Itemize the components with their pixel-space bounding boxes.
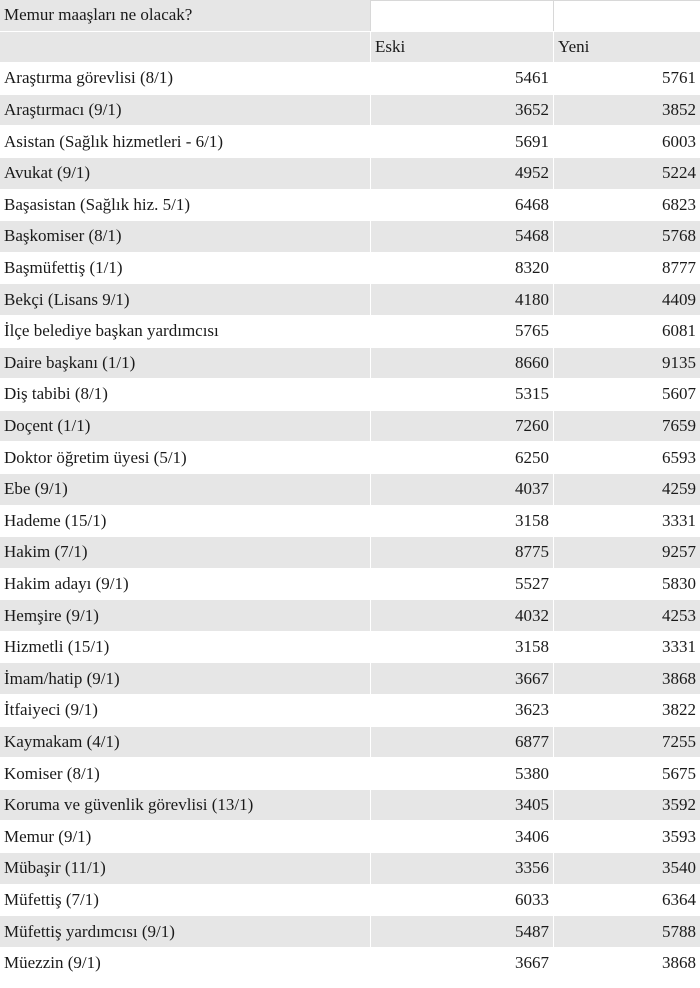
row-new-salary: 4259	[553, 474, 700, 505]
row-label: Memur (9/1)	[4, 826, 92, 846]
row-old-salary: 8660	[370, 348, 553, 379]
row-label: İmam/hatip (9/1)	[4, 668, 120, 688]
table-row	[0, 253, 700, 285]
row-old-salary: 5487	[370, 916, 553, 947]
row-new-salary: 5607	[553, 379, 700, 410]
row-old-salary: 5691	[370, 126, 553, 157]
table-row	[0, 348, 700, 380]
row-label: Ebe (9/1)	[4, 479, 68, 499]
row-old-salary: 3667	[370, 663, 553, 694]
row-label: İtfaiyeci (9/1)	[4, 700, 98, 720]
table-row	[0, 63, 700, 95]
table-row	[0, 663, 700, 695]
row-old-salary: 3158	[370, 506, 553, 537]
table-row	[0, 948, 700, 980]
row-old-salary: 8320	[370, 253, 553, 284]
row-label: Başasistan (Sağlık hiz. 5/1)	[4, 194, 191, 214]
row-old-salary: 6468	[370, 190, 553, 221]
table-row	[0, 727, 700, 759]
table-row	[0, 411, 700, 443]
table-row	[0, 158, 700, 190]
header-label-cell	[0, 32, 370, 63]
row-old-salary: 6033	[370, 885, 553, 916]
table-row	[0, 790, 700, 822]
row-label: Doktor öğretim üyesi (5/1)	[4, 447, 187, 467]
row-label: Araştırma görevlisi (8/1)	[4, 68, 174, 88]
column-header-new: Yeni	[553, 32, 700, 63]
row-new-salary: 3868	[553, 663, 700, 694]
empty-cell	[370, 0, 553, 31]
row-label: Asistan (Sağlık hizmetleri - 6/1)	[4, 131, 224, 151]
row-new-salary: 3822	[553, 695, 700, 726]
empty-cell	[553, 0, 700, 31]
row-label: Hakim adayı (9/1)	[4, 573, 129, 593]
row-new-salary: 7659	[553, 411, 700, 442]
row-new-salary: 5675	[553, 758, 700, 789]
row-label: Başmüfettiş (1/1)	[4, 258, 123, 278]
row-label: Müfettiş yardımcısı (9/1)	[4, 921, 175, 941]
row-label: Başkomiser (8/1)	[4, 226, 122, 246]
row-label: Araştırmacı (9/1)	[4, 100, 122, 120]
table-row	[0, 853, 700, 885]
row-old-salary: 3405	[370, 790, 553, 821]
row-old-salary: 3623	[370, 695, 553, 726]
row-old-salary: 5468	[370, 221, 553, 252]
row-label: Hakim (7/1)	[4, 542, 88, 562]
row-old-salary: 3667	[370, 948, 553, 979]
row-label: Daire başkanı (1/1)	[4, 352, 136, 372]
table-row	[0, 316, 700, 348]
row-label: Hemşire (9/1)	[4, 605, 99, 625]
row-old-salary: 4037	[370, 474, 553, 505]
row-old-salary: 8775	[370, 537, 553, 568]
row-label: Diş tabibi (8/1)	[4, 384, 108, 404]
row-new-salary: 5830	[553, 569, 700, 600]
table-row	[0, 379, 700, 411]
row-old-salary: 3406	[370, 821, 553, 852]
table-row	[0, 190, 700, 222]
row-old-salary: 4180	[370, 284, 553, 315]
row-new-salary: 5768	[553, 221, 700, 252]
row-old-salary: 5461	[370, 63, 553, 94]
table-row	[0, 537, 700, 569]
row-old-salary: 6877	[370, 727, 553, 758]
row-label: Mübaşir (11/1)	[4, 858, 106, 878]
row-new-salary: 8777	[553, 253, 700, 284]
row-label: İlçe belediye başkan yardımcısı	[4, 321, 219, 341]
row-new-salary: 4409	[553, 284, 700, 315]
row-old-salary: 3652	[370, 95, 553, 126]
row-new-salary: 5788	[553, 916, 700, 947]
row-new-salary: 3593	[553, 821, 700, 852]
row-new-salary: 9135	[553, 348, 700, 379]
row-new-salary: 6081	[553, 316, 700, 347]
row-new-salary: 5224	[553, 158, 700, 189]
row-label: Bekçi (Lisans 9/1)	[4, 289, 130, 309]
row-label: Koruma ve güvenlik görevlisi (13/1)	[4, 795, 254, 815]
table-row	[0, 126, 700, 158]
row-label: Avukat (9/1)	[4, 163, 91, 183]
row-old-salary: 4032	[370, 600, 553, 631]
table-row	[0, 506, 700, 538]
row-old-salary: 5315	[370, 379, 553, 410]
row-new-salary: 3868	[553, 948, 700, 979]
row-new-salary: 3540	[553, 853, 700, 884]
row-old-salary: 3356	[370, 853, 553, 884]
row-new-salary: 3852	[553, 95, 700, 126]
table-row	[0, 474, 700, 506]
row-old-salary: 3158	[370, 632, 553, 663]
row-new-salary: 7255	[553, 727, 700, 758]
table-row	[0, 600, 700, 632]
row-label: Doçent (1/1)	[4, 416, 91, 436]
row-new-salary: 6823	[553, 190, 700, 221]
row-label: Müfettiş (7/1)	[4, 889, 99, 909]
table-row	[0, 821, 700, 853]
table-row	[0, 758, 700, 790]
row-new-salary: 6003	[553, 126, 700, 157]
row-label: Hizmetli (15/1)	[4, 637, 110, 657]
row-new-salary: 4253	[553, 600, 700, 631]
row-label: Hademe (15/1)	[4, 510, 107, 530]
row-new-salary: 5761	[553, 63, 700, 94]
table-header-row	[0, 32, 700, 64]
table-row	[0, 695, 700, 727]
row-label: Müezzin (9/1)	[4, 953, 101, 973]
table-row	[0, 442, 700, 474]
table-row	[0, 284, 700, 316]
row-new-salary: 3331	[553, 506, 700, 537]
table-row	[0, 221, 700, 253]
table-row	[0, 885, 700, 917]
row-old-salary: 5527	[370, 569, 553, 600]
row-label: Komiser (8/1)	[4, 763, 100, 783]
row-new-salary: 3592	[553, 790, 700, 821]
row-label: Kaymakam (4/1)	[4, 731, 120, 751]
column-header-old: Eski	[370, 32, 553, 63]
row-old-salary: 7260	[370, 411, 553, 442]
table-row	[0, 632, 700, 664]
row-new-salary: 6593	[553, 442, 700, 473]
table-row	[0, 916, 700, 948]
table-title-row	[0, 0, 700, 32]
row-new-salary: 9257	[553, 537, 700, 568]
row-old-salary: 5380	[370, 758, 553, 789]
table-row	[0, 95, 700, 127]
table-row	[0, 569, 700, 601]
row-old-salary: 5765	[370, 316, 553, 347]
row-new-salary: 6364	[553, 885, 700, 916]
row-old-salary: 6250	[370, 442, 553, 473]
table-body	[0, 63, 700, 979]
row-old-salary: 4952	[370, 158, 553, 189]
table-title: Memur maaşları ne olacak?	[0, 0, 370, 31]
row-new-salary: 3331	[553, 632, 700, 663]
